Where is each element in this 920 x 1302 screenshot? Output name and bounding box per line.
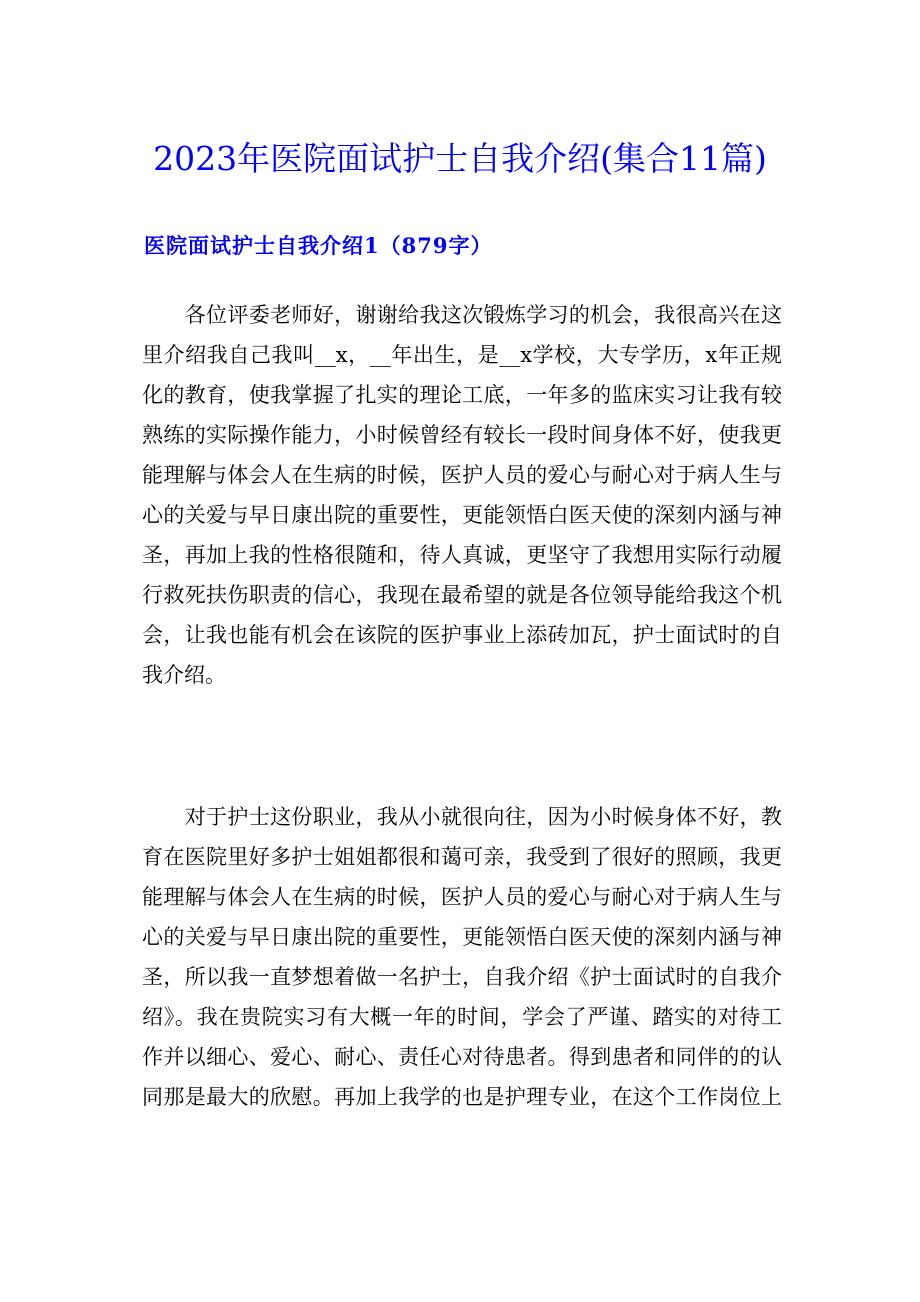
paragraph-line: 行救死扶伤职责的信心，我现在最希望的就是各位领导能给我这个机 bbox=[142, 583, 782, 607]
paragraph-line: 会，让我也能有机会在该院的医护事业上添砖加瓦，护士面试时的自 bbox=[142, 623, 782, 647]
paragraph-line: 育在医院里好多护士姐姐都很和蔼可亲，我受到了很好的照顾，我更 bbox=[142, 845, 782, 869]
paragraph-line: 里介绍我自己我叫__x，__年出生，是__x学校，大专学历，x年正规 bbox=[142, 343, 782, 367]
paragraph-line: 我介绍。 bbox=[142, 663, 226, 687]
document-title: 2023年医院面试护士自我介绍(集合11篇) bbox=[153, 139, 767, 178]
paragraph-line: 各位评委老师好，谢谢给我这次锻炼学习的机会，我很高兴在这 bbox=[142, 303, 782, 327]
paragraph-line: 化的教育，使我掌握了扎实的理论工底，一年多的监床实习让我有较 bbox=[142, 383, 782, 407]
paragraph-line: 作并以细心、爱心、耐心、责任心对待患者。得到患者和同伴的的认 bbox=[142, 1045, 782, 1069]
paragraph-line: 对于护士这份职业，我从小就很向往，因为小时候身体不好，教 bbox=[142, 805, 782, 829]
paragraph-line: 心的关爱与早日康出院的重要性，更能领悟白医天使的深刻内涵与神 bbox=[142, 503, 782, 527]
paragraph-line: 熟练的实际操作能力，小时候曾经有较长一段时间身体不好，使我更 bbox=[142, 423, 782, 447]
paragraph-line: 绍》。我在贵院实习有大概一年的时间，学会了严谨、踏实的对待工 bbox=[142, 1005, 782, 1029]
paragraph-line: 心的关爱与早日康出院的重要性，更能领悟白医天使的深刻内涵与神 bbox=[142, 925, 782, 949]
paragraph-2 bbox=[142, 797, 782, 1117]
section-heading: 医院面试护士自我介绍1（879字） bbox=[144, 233, 493, 258]
paragraph-line: 圣，再加上我的性格很随和，待人真诚，更坚守了我想用实际行动履 bbox=[142, 543, 782, 567]
paragraph-line: 同那是最大的欣慰。再加上我学的也是护理专业，在这个工作岗位上 bbox=[142, 1085, 782, 1109]
paragraph-line: 能理解与体会人在生病的时候，医护人员的爱心与耐心对于病人生与 bbox=[142, 463, 782, 487]
paragraph-1 bbox=[142, 295, 782, 695]
paragraph-line: 圣，所以我一直梦想着做一名护士，自我介绍《护士面试时的自我介 bbox=[142, 965, 782, 989]
paragraph-line: 能理解与体会人在生病的时候，医护人员的爱心与耐心对于病人生与 bbox=[142, 885, 782, 909]
